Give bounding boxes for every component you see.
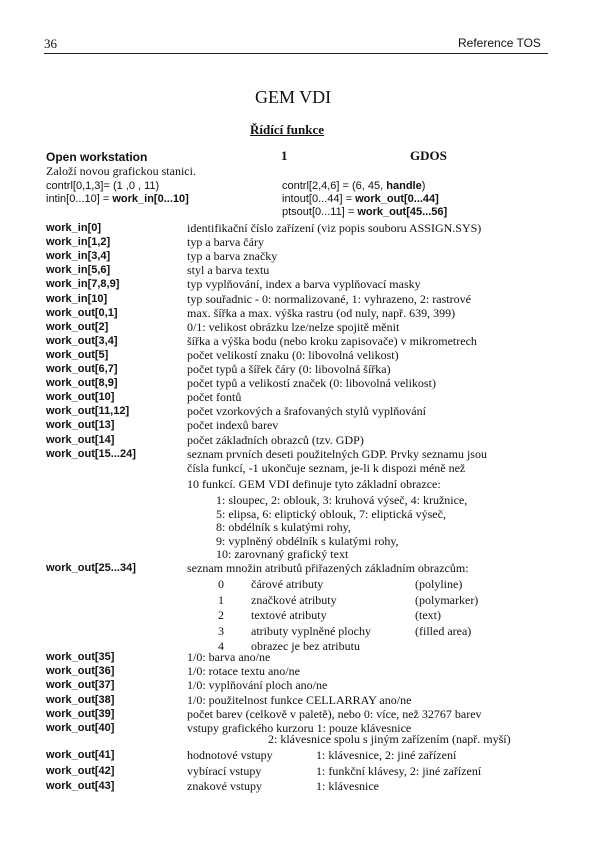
row-desc: typ souřadnic - 0: normalizované, 1: vyhrazeno, 2: rastrové xyxy=(187,291,471,306)
group-number: 1 xyxy=(218,592,224,607)
function-system: GDOS xyxy=(410,148,447,163)
row-key: work_out[8,9] xyxy=(46,377,118,390)
row-key: work_out[2] xyxy=(46,320,109,333)
row-key: work_out[5] xyxy=(46,348,109,361)
ptsout-bold: work_out[45...56] xyxy=(357,206,448,218)
section-subtitle: Řídící funkce xyxy=(250,122,325,137)
group-english: (filled area) xyxy=(415,623,472,638)
row-key: work_in[0] xyxy=(46,222,102,234)
row-desc: 1/0: barva ano/ne xyxy=(187,650,271,664)
row-desc: 0/1: velikost obrázku lze/nelze spojitě měnit xyxy=(187,319,400,334)
function-opcode: 1 xyxy=(281,148,288,163)
group-number: 4 xyxy=(218,639,224,653)
row-desc: počet typů a velikostí značek (0: libovolná velikost) xyxy=(187,376,436,391)
row-key: work_out[6,7] xyxy=(46,363,118,375)
group-row-desc: seznam množin atributů přiřazených základním obrazcům: xyxy=(187,561,469,575)
row-desc: typ a barva čáry xyxy=(187,235,264,250)
row-desc: počet barev (celkově v paletě), nebo 0: více, než 32767 barev xyxy=(187,706,482,721)
input-label: hodnotové vstupy xyxy=(187,748,273,762)
row-desc: 1/0: rotace textu ano/ne xyxy=(187,664,300,679)
row-key: work_out[37] xyxy=(46,679,115,692)
gdp-cont-line: čísla funkcí, -1 ukončuje seznam, je-li k dispozi méně než xyxy=(187,461,466,475)
row-key: work_out[41] xyxy=(46,749,115,761)
input-values: 1: klávesnice xyxy=(316,779,379,793)
page-title: GEM VDI xyxy=(255,87,332,107)
group-label: značkové atributy xyxy=(251,592,337,607)
group-label: obrazec je bez atributu xyxy=(251,639,360,653)
cursor-continuation: 2: klávesnice spolu s jiným zařízením (např. myší) xyxy=(268,732,511,746)
contrl-out-line xyxy=(282,180,425,192)
group-label: textové atributy xyxy=(251,608,327,622)
row-key: work_in[3,4] xyxy=(46,250,111,263)
group-label: čárové atributy xyxy=(251,577,324,591)
group-english: (text) xyxy=(415,608,441,622)
row-key: work_out[36] xyxy=(46,665,115,678)
running-title: Reference TOS xyxy=(458,36,541,50)
intin-bold: work_in[0...10] xyxy=(112,193,189,205)
contrl-out-prefix: contrl[2,4,6] = (6, 45, xyxy=(282,180,387,192)
row-key: work_in[7,8,9] xyxy=(46,278,120,291)
intout-line xyxy=(282,193,439,205)
row-desc: počet typů a šířek čáry (0: libovolná šířka) xyxy=(187,362,391,376)
gdp-item: 8: obdélník s kulatými rohy, xyxy=(216,520,351,534)
group-row-key: work_out[25...34] xyxy=(46,562,136,574)
row-key: work_out[43] xyxy=(46,780,115,792)
gdp-item: 5: elipsa, 6: eliptický oblouk, 7: eliptická výseč, xyxy=(216,506,446,521)
row-desc: šířka a výška bodu (nebo kroku zapisovače) v mikrometrech xyxy=(187,333,477,348)
ptsout-prefix: ptsout[0...11] = xyxy=(282,206,358,218)
row-desc: typ a barva značky xyxy=(187,249,278,264)
row-key: work_out[42] xyxy=(46,764,115,777)
row-desc: 1/0: použitelnost funkce CELLARRAY ano/ne xyxy=(187,692,412,707)
row-desc: vstupy grafického kurzoru 1: pouze klávesnice xyxy=(187,721,412,735)
row-desc: počet velikostí znaku (0: libovolná velikost) xyxy=(187,347,399,362)
input-values: 1: klávesnice, 2: jiné zařízení xyxy=(316,748,457,762)
row-desc: identifikační číslo zařízení (viz popis souboru ASSIGN.SYS) xyxy=(187,221,482,235)
row-desc: 1/0: vyplňování ploch ano/ne xyxy=(187,678,328,693)
intin-line xyxy=(46,193,189,205)
row-key: work_out[15...24] xyxy=(46,447,136,460)
row-desc: seznam prvních deseti použitelných GDP. Prvky seznamu jsou xyxy=(187,446,487,461)
group-english: (polyline) xyxy=(415,577,463,591)
row-desc: počet vzorkových a šrafovaných stylů vyplňování xyxy=(187,404,426,419)
intout-prefix: intout[0...44] = xyxy=(282,193,356,205)
row-key: work_out[3,4] xyxy=(46,334,118,347)
contrl-out-suffix: ) xyxy=(421,180,426,192)
gdp-cont-line: 10 funkcí. GEM VDI definuje tyto základní obrazce: xyxy=(187,477,441,491)
group-number: 0 xyxy=(218,577,224,591)
row-key: work_in[1,2] xyxy=(46,236,111,249)
row-desc: max. šířka a max. výška rastru (od nuly, např. 639, 399) xyxy=(187,305,456,320)
gdp-item: 10: zarovnaný grafický text xyxy=(216,547,349,561)
function-name: Open workstation xyxy=(46,150,148,164)
row-desc: typ vyplňování, index a barva vyplňovací masky xyxy=(187,277,421,292)
intout-bold: work_out[0...44] xyxy=(355,193,439,205)
row-key: work_out[14] xyxy=(46,433,115,446)
row-desc: počet fontů xyxy=(187,390,242,405)
group-english: (polymarker) xyxy=(415,592,479,607)
header-rule xyxy=(44,53,548,54)
ptsout-line xyxy=(282,206,447,218)
group-label: atributy vyplněné plochy xyxy=(251,623,371,638)
row-desc: styl a barva textu xyxy=(187,263,270,278)
row-key: work_out[10] xyxy=(46,391,115,404)
group-number: 2 xyxy=(218,608,224,622)
row-key: work_out[11,12] xyxy=(46,405,130,418)
gdp-item: 9: vyplněný obdélník s kulatými rohy, xyxy=(216,533,399,548)
row-key: work_out[0,1] xyxy=(46,306,118,319)
contrl-in: contrl[0,1,3]= (1 ,0 , 11) xyxy=(46,180,160,192)
row-key: work_out[39] xyxy=(46,707,115,720)
row-key: work_out[13] xyxy=(46,419,115,432)
row-key: work_out[40] xyxy=(46,722,115,734)
input-label: vybírací vstupy xyxy=(187,763,262,778)
row-key: work_out[38] xyxy=(46,693,115,706)
row-key: work_in[5,6] xyxy=(46,264,111,277)
row-key: work_in[10] xyxy=(46,292,108,305)
contrl-out-bold: handle xyxy=(386,180,422,192)
page-number: 36 xyxy=(44,36,57,51)
intin-prefix: intin[0...10] = xyxy=(46,193,113,205)
group-number: 3 xyxy=(218,623,224,638)
input-label: znakové vstupy xyxy=(187,779,262,793)
input-values: 1: funkční klávesy, 2: jiné zařízení xyxy=(316,763,482,778)
function-description: Založí novou grafickou stanici. xyxy=(46,164,196,178)
row-desc: počet základních obrazců (tzv. GDP) xyxy=(187,432,364,447)
row-key: work_out[35] xyxy=(46,651,115,663)
gdp-item: 1: sloupec, 2: oblouk, 3: kruhová výseč, 4: kružnice, xyxy=(216,493,468,507)
row-desc: počet indexů barev xyxy=(187,418,279,433)
